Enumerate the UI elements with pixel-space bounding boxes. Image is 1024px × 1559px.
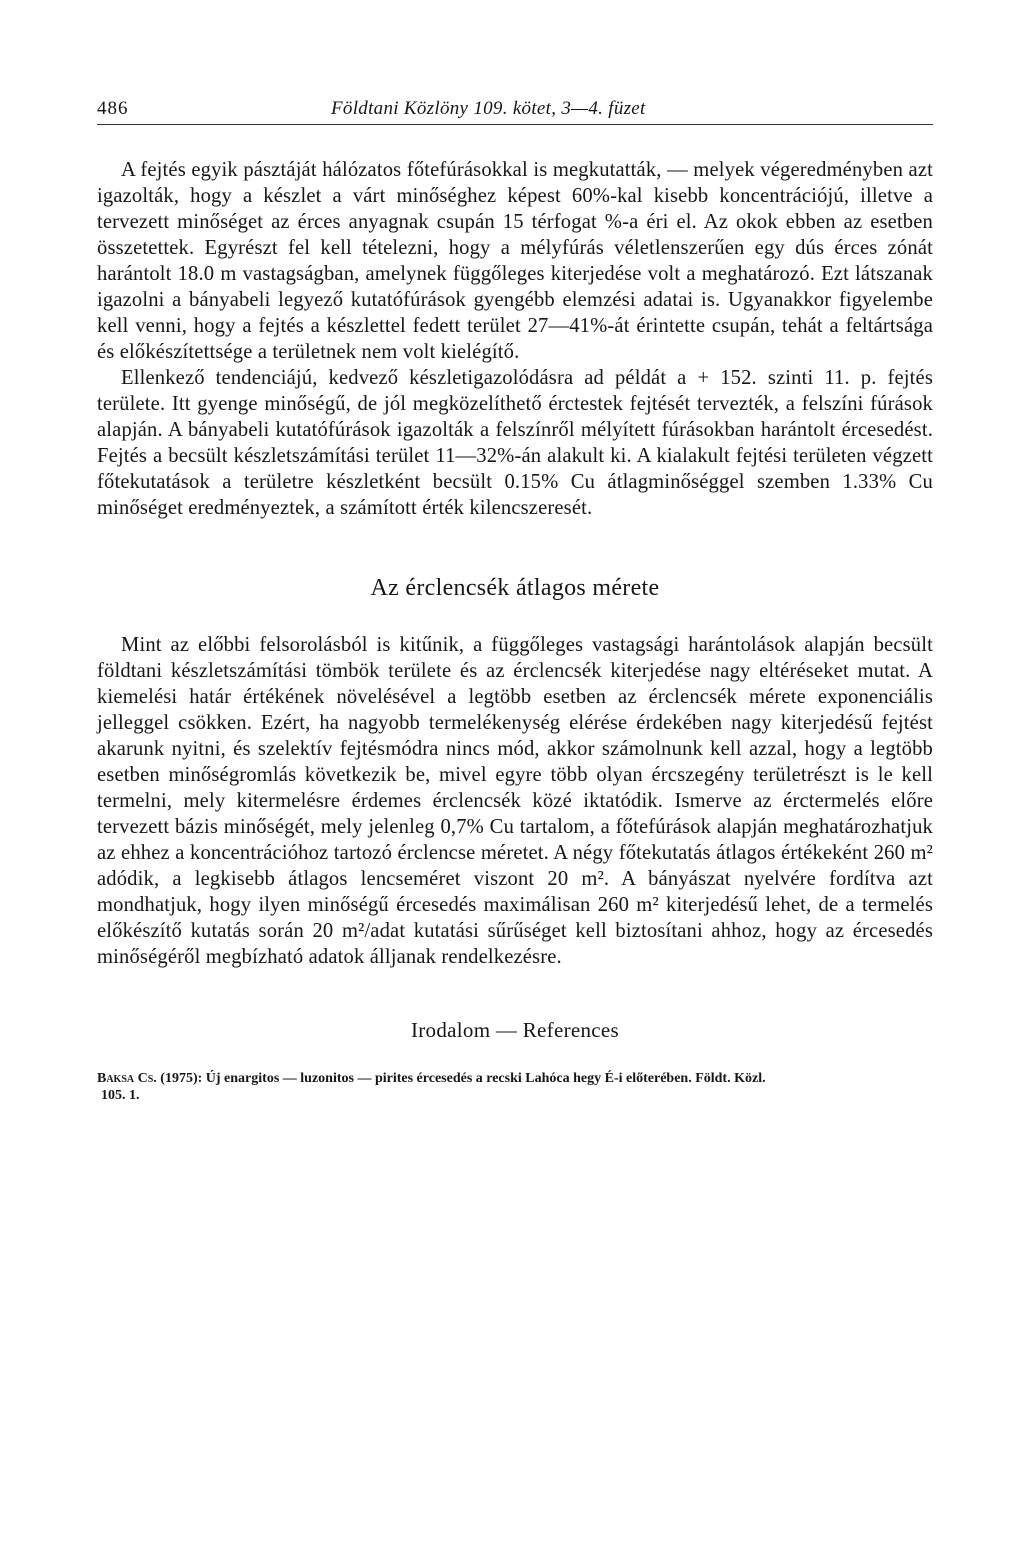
reference-entry <box>97 1070 933 1104</box>
reference-line <box>97 1070 933 1087</box>
reference-text: (1975): Új enargitos — luzonitos — pirites ércesedés a recski Lahóca hegy É-i előterében. Földt. Közl. <box>160 1071 766 1086</box>
running-header <box>97 96 933 125</box>
page-number: 486 <box>97 98 129 119</box>
reference-continuation: 105. 1. <box>101 1088 140 1103</box>
body-paragraph: Mint az előbbi felsorolásból is kitűnik, a függőleges vastagsági harántolások alapján becsült földtani készletszámítási tömbök területe és az érclencsék kiterjedése nagy eltéréseket mutat. A kiemelési határ értékének növelésével a legtöbb esetben az érclencsék mérete exponenciális jelleggel csökken. Ezért, ha nagyobb termelékenység elérése érdekében nagy kiterjedésű fejtést akarunk nyitni, és szelektív fejtésmódra nincs mód, akkor számolnunk kell azzal, hogy a legtöbb esetben minőségromlás következik be, mivel egyre több olyan ércszegény területrészt is le kell termelni, mely kitermelésre érdemes érclencsék közé iktatódik. Ismerve az érctermelés előre tervezett bázis minőségét, mely jelenleg 0,7% Cu tartalom, a főtefúrások alapján meghatározhatjuk az ehhez a koncentrációhoz tartozó érclencse méretet. A négy főtekutatás átlagos értékeként 260 m² adódik, a legkisebb átlagos lencseméret viszont 20 m². A bányászat nyelvére fordítva azt mondhatjuk, hogy ilyen minőségű ércesedés maximálisan 260 m² kiterjedésű lehet, de a termelés előkészítő kutatás során 20 m²/adat kutatási sűrűséget kell biztosítani ahhoz, hogy az ércesedés minőségéről megbízható adatok álljanak rendelkezésre. <box>97 634 933 968</box>
journal-title: Földtani Közlöny 109. kötet, 3—4. füzet <box>331 98 646 119</box>
reference-author: Baksa Cs. <box>97 1071 157 1086</box>
journal-page <box>97 96 933 1104</box>
references-heading: Irodalom — References <box>410 1018 620 1042</box>
body-paragraph: Ellenkező tendenciájú, kedvező készletigazolódásra ad példát a + 152. szinti 11. p. fejtés területe. Itt gyenge minőségű, de jól megközelíthető érctestek fejtését tervezték, a felszíni fúrások alapján. A bányabeli kutatófúrások igazolták a felszínről mélyített fúrásokban harántolt ércesedést. Fejtés a becsült készletszámítási terület 11—32%-án alakult ki. A kialakult fejtési területen végzett főtekutatások a területre készletként becsült 0.15% Cu átlagminőséggel szemben 1.33% Cu minőséget eredményeztek, a számított érték kilencszeresét. <box>97 367 933 519</box>
body-paragraph: A fejtés egyik pásztáját hálózatos főtefúrásokkal is megkutatták, — melyek végeredményben azt igazolták, hogy a készlet a várt minőséghez képest 60%-kal kisebb koncentrációjú, illetve a tervezett minőséget az érces anyagnak csupán 15 térfogat %-a éri el. Az okok ebben az esetben összetettek. Egyrészt fel kell tételezni, hogy a mélyfúrás véletlenszerűen egy dús érces zónát harántolt 18.0 m vastagságban, amelynek függőleges kiterjedése volt a meghatározó. Ezt látszanak igazolni a bányabeli legyező kutatófúrások gyengébb elemzési adatai is. Ugyanakkor figyelembe kell venni, hogy a fejtés a készlettel fedett terület 27—41%-át érintette csupán, tehát a feltártsága és előkészítettsége a területnek nem volt kielégítő. <box>97 159 933 363</box>
section-heading: Az érclencsék átlagos mérete <box>370 575 660 601</box>
